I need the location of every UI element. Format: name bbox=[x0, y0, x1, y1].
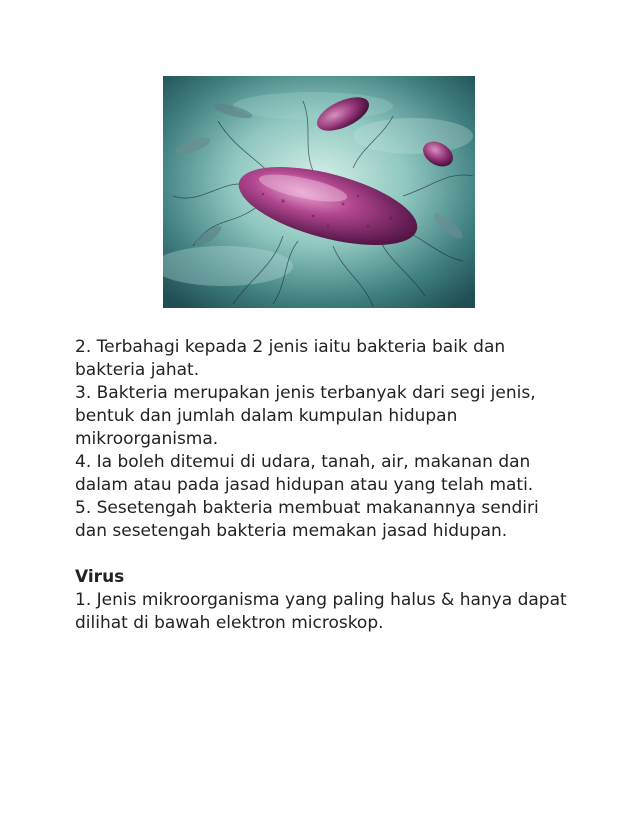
document-body bbox=[75, 336, 575, 635]
virus-heading: Virus bbox=[75, 567, 125, 587]
bacteria-point-2: 2. Terbahagi kepada 2 jenis iaitu bakteria baik dan bakteria jahat. bbox=[75, 337, 506, 380]
bacteria-image bbox=[163, 76, 475, 308]
bacteria-point-3: 3. Bakteria merupakan jenis terbanyak dari segi jenis, bentuk dan jumlah dalam kumpulan hidupan mikroorganisma. bbox=[75, 383, 536, 449]
virus-point-1: 1. Jenis mikroorganisma yang paling halus & hanya dapat dilihat di bawah elektron microskop. bbox=[75, 590, 567, 633]
bacteria-point-5: 5. Sesetengah bakteria membuat makanannya sendiri dan sesetengah bakteria memakan jasad hidupan. bbox=[75, 498, 539, 541]
bacteria-point-4: 4. Ia boleh ditemui di udara, tanah, air, makanan dan dalam atau pada jasad hidupan atau yang telah mati. bbox=[75, 452, 534, 495]
